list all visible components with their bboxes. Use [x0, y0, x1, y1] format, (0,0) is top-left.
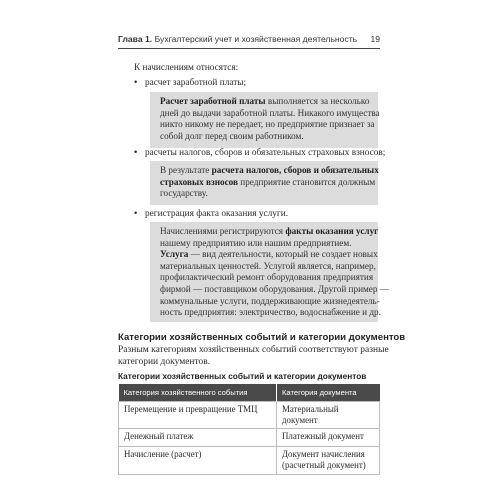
bullet-item	[134, 146, 385, 159]
bullet-item	[134, 76, 246, 89]
bullet-marker: •	[134, 77, 138, 87]
intro-paragraph: К начислениям относятся:	[134, 63, 239, 73]
column-header-event: Категория хозяйственного события	[119, 384, 277, 402]
callout-line: профилактический ремонт оборудования предприятия	[160, 272, 374, 283]
callout-line: Начислениями регистрируются факты оказания услуг	[160, 226, 379, 236]
categories-table	[118, 384, 380, 475]
callout-line: Расчет заработной платы выполняется за несколько	[160, 96, 370, 106]
callout-box	[150, 161, 378, 205]
bullet-item	[134, 207, 288, 220]
running-head	[118, 34, 378, 44]
table-cell: Материальный документ	[277, 402, 380, 429]
bullet-marker: •	[134, 208, 138, 218]
section-heading: Категории хозяйственных событий и категории документов	[118, 332, 406, 343]
callout-line: материальных ценностей. Услугой является, например,	[160, 260, 376, 271]
callout-line: никто никому не передает, но предприятие признает за	[160, 119, 375, 130]
table-row	[119, 429, 380, 447]
callout-line: коммунальные услуги, поддерживающие жизнедеятель-	[160, 295, 380, 306]
table-row	[119, 447, 380, 475]
callout-line: ность предприятия: электричество, водоснабжение и др.	[160, 307, 381, 318]
table-cell: Начисление (расчет)	[119, 447, 277, 475]
bullet-text: расчет заработной платы;	[145, 78, 247, 88]
bullet-text: регистрация факта оказания услуги.	[145, 209, 289, 219]
column-header-document: Категория документа	[277, 384, 380, 402]
callout-line: фирмой — поставщиком оборудования. Другой пример —	[160, 283, 389, 294]
table-cell: Документ начисления (расчетный документ)	[277, 447, 380, 475]
section-paragraph	[118, 345, 389, 369]
table-cell: Денежный платеж	[119, 429, 277, 447]
page-number: 19	[370, 34, 380, 44]
callout-line: В результате расчета налогов, сборов и обязательных	[160, 165, 379, 175]
callout-line: дней до выдачи заработной платы. Никакого имущества	[160, 107, 380, 118]
callout-line: собой долг перед своим работником.	[160, 130, 304, 141]
paragraph-line: категории документов.	[118, 356, 211, 367]
callout-line: нашему предприятию или нашим предприятием.	[160, 237, 352, 248]
callout-box	[150, 222, 389, 322]
table-cell: Платежный документ	[277, 429, 380, 447]
callout-line: государству.	[160, 188, 208, 199]
table-cell: Перемещение и превращение ТМЦ	[119, 402, 277, 429]
chapter-title: Бухгалтерский учет и хозяйственная деятельность	[154, 34, 358, 44]
header-divider	[118, 48, 380, 49]
bullet-marker: •	[134, 147, 138, 157]
callout-line: страховых взносов предприятие становится должным	[160, 176, 376, 187]
chapter-label: Глава 1.	[118, 34, 153, 44]
callout-line: Услуга — вид деятельности, который не создает новых	[160, 249, 378, 260]
callout-box	[150, 92, 378, 148]
table-row	[119, 402, 380, 429]
table-caption: Категории хозяйственных событий и категории документов	[118, 371, 367, 381]
bullet-text: расчеты налогов, сборов и обязательных страховых взносов;	[145, 148, 386, 158]
paragraph-line: Разным категориям хозяйственных событий соответствуют разные	[118, 345, 389, 355]
table-header-row	[119, 384, 380, 402]
